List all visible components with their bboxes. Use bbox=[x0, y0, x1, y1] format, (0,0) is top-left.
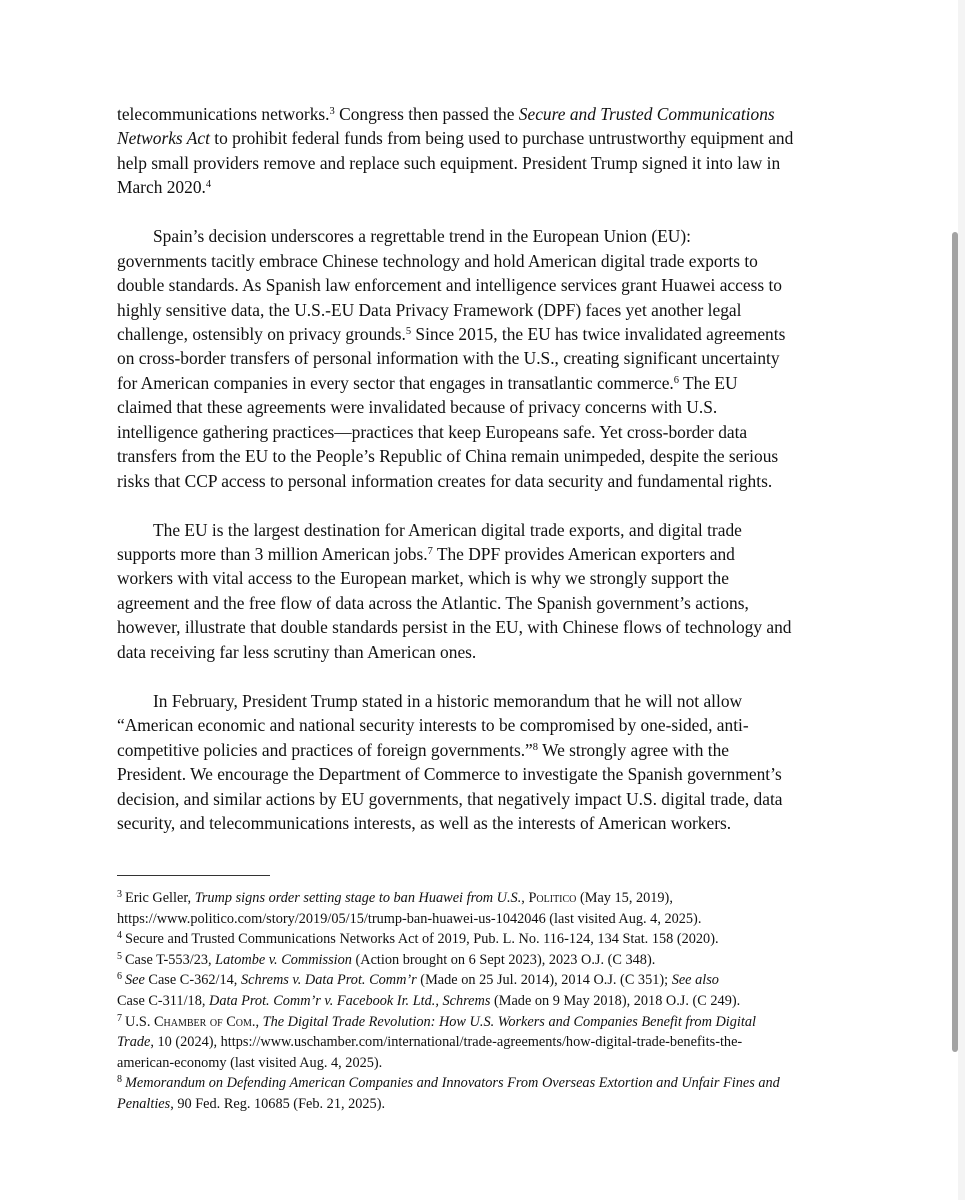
text-run: President. We encourage the Department of Commerce to investigate the Spanish government’s bbox=[117, 764, 782, 785]
text-run: We strongly agree with the bbox=[538, 739, 730, 760]
italic-text: Memorandum on Defending American Companies and Innovators From Overseas Extortion and Unfair Fines and bbox=[125, 1075, 780, 1092]
text-run: risks that CCP access to personal information creates for data security and fundamental rights. bbox=[117, 470, 773, 491]
text-run: workers with vital access to the European market, which is why we strongly support the bbox=[117, 568, 729, 589]
italic-text: Penalties bbox=[117, 1095, 171, 1112]
text-run: (May 15, 2019), bbox=[576, 890, 673, 906]
text-run: data receiving far less scrutiny than American ones. bbox=[117, 641, 477, 662]
footnote-separator bbox=[117, 875, 270, 876]
text-run: however, illustrate that double standards persist in the EU, with Chinese flows of technology and bbox=[117, 617, 792, 638]
italic-text: Trade bbox=[117, 1034, 151, 1051]
italic-text: See bbox=[125, 972, 145, 989]
paragraph bbox=[117, 224, 857, 493]
text-run: help small providers remove and replace such equipment. President Trump signed it into law in bbox=[117, 152, 781, 173]
text-run: claimed that these agreements were invalidated because of privacy concerns with U.S. bbox=[117, 397, 718, 418]
italic-text: Trump signs order setting stage to ban Huawei from U.S. bbox=[194, 890, 522, 906]
text-run: The DPF provides American exporters and bbox=[432, 544, 735, 565]
text-run: In February, President Trump stated in a historic memorandum that he will not allow bbox=[153, 690, 743, 711]
text-run: decision, and similar actions by EU governments, that negatively impact U.S. digital trade, data bbox=[117, 788, 783, 809]
italic-text: See also bbox=[671, 972, 719, 989]
text-run: telecommunications networks. bbox=[117, 104, 330, 124]
text-run: The EU bbox=[679, 372, 738, 393]
italic-text: The Digital Trade Revolution: How U.S. Workers and Companies Benefit from Digital bbox=[262, 1013, 756, 1030]
text-run: agreement and the free flow of data across the Atlantic. The Spanish government’s actions, bbox=[117, 592, 749, 613]
footnote-number: 8 bbox=[117, 1074, 122, 1086]
text-run: Case C-362/14, bbox=[144, 972, 241, 989]
text-run: to prohibit federal funds from being used to purchase untrustworthy equipment and bbox=[209, 128, 794, 149]
footnotes bbox=[117, 888, 877, 1115]
footnote-number: 3 bbox=[117, 889, 122, 900]
text-run: Case C-311/18, bbox=[117, 992, 209, 1009]
footnote-number: 5 bbox=[117, 950, 122, 962]
text-run: “American economic and national security interests to be compromised by one-sided, anti- bbox=[117, 715, 749, 736]
text-run: intelligence gathering practices—practices that keep Europeans safe. Yet cross-border data bbox=[117, 421, 748, 442]
text-run: The EU is the largest destination for American digital trade exports, and digital trade bbox=[153, 519, 742, 540]
text-run: (Action brought on 6 Sept 2023), 2023 O.J. (C 348). bbox=[351, 951, 656, 968]
text-run: Since 2015, the EU has twice invalidated agreements bbox=[411, 324, 786, 345]
text-run: for American companies in every sector that engages in transatlantic commerce. bbox=[117, 372, 674, 393]
text-run: on cross-border transfers of personal information with the U.S., creating significant uncertainty bbox=[117, 348, 780, 369]
text-run: Spain’s decision underscores a regrettable trend in the European Union (EU): bbox=[153, 226, 691, 247]
scrollbar-track[interactable] bbox=[958, 0, 965, 1200]
text-run: , bbox=[255, 1013, 263, 1030]
text-run: Case T-553/23, bbox=[125, 951, 216, 968]
footnote bbox=[117, 1073, 877, 1114]
footnote-reference: 3 bbox=[329, 106, 335, 117]
footnote-reference: 6 bbox=[673, 374, 680, 386]
text-run: supports more than 3 million American jobs. bbox=[117, 544, 428, 565]
footnote bbox=[117, 950, 877, 971]
text-run: highly sensitive data, the U.S.-EU Data Privacy Framework (DPF) faces yet another legal bbox=[117, 299, 742, 320]
footnote-reference: 7 bbox=[427, 546, 433, 558]
text-run: (Made on 9 May 2018), 2018 O.J. (C 249). bbox=[490, 992, 741, 1009]
italic-text: Schrems v. Data Prot. Comm’r bbox=[240, 972, 417, 989]
text-run: Congress then passed the bbox=[334, 104, 519, 124]
text-run: challenge, ostensibly on privacy grounds. bbox=[117, 324, 406, 345]
footnote-reference: 5 bbox=[405, 326, 412, 338]
text-run: double standards. As Spanish law enforcement and intelligence services grant Huawei access to bbox=[117, 275, 782, 296]
text-run: https://www.politico.com/story/2019/05/15/trump-ban-huawei-us-1042046 (last visited Aug. 4, 2025). bbox=[117, 910, 702, 927]
italic-text: Secure and Trusted Communications bbox=[518, 104, 775, 124]
footnote-number: 4 bbox=[117, 930, 122, 942]
document-body bbox=[117, 102, 857, 860]
text-run: , bbox=[521, 890, 529, 906]
footnote bbox=[117, 970, 877, 1011]
text-run: security, and telecommunications interests, as well as the interests of American workers. bbox=[117, 812, 732, 833]
text-run: american-economy (last visited Aug. 4, 2025). bbox=[117, 1054, 383, 1071]
paragraph bbox=[117, 689, 857, 836]
text-run: Secure and Trusted Communications Networks Act of 2019, Pub. L. No. 116-124, 134 Stat. 158 (2020). bbox=[125, 931, 719, 948]
footnote bbox=[117, 1012, 877, 1074]
text-run: March 2020. bbox=[117, 177, 206, 198]
footnote bbox=[117, 929, 877, 950]
text-run: transfers from the EU to the People’s Republic of China remain unimpeded, despite the serious bbox=[117, 446, 779, 467]
footnote-number: 6 bbox=[117, 971, 122, 983]
small-caps-text: Politico bbox=[528, 890, 577, 906]
text-run: (Made on 25 Jul. 2014), 2014 O.J. (C 351); bbox=[416, 972, 672, 989]
footnote-reference: 8 bbox=[532, 741, 539, 753]
text-run: , 90 Fed. Reg. 10685 (Feb. 21, 2025). bbox=[170, 1095, 386, 1112]
footnote-number: 7 bbox=[117, 1012, 122, 1024]
italic-text: Networks Act bbox=[117, 128, 210, 149]
text-run: , 10 (2024), https://www.uschamber.com/international/trade-agreements/how-digital-trade-benefits-the- bbox=[150, 1034, 743, 1051]
footnote-reference: 4 bbox=[205, 179, 212, 191]
small-caps-text: Chamber of Com. bbox=[154, 1013, 256, 1030]
paragraph bbox=[117, 102, 857, 200]
scrollbar-thumb[interactable] bbox=[952, 232, 958, 1052]
italic-text: Latombe v. Commission bbox=[215, 951, 352, 968]
paragraph bbox=[117, 518, 857, 665]
text-run: competitive policies and practices of foreign governments.” bbox=[117, 739, 533, 760]
italic-text: Data Prot. Comm’r v. Facebook Ir. Ltd., Schrems bbox=[209, 992, 491, 1009]
text-run: governments tacitly embrace Chinese technology and hold American digital trade exports to bbox=[117, 250, 758, 271]
footnote bbox=[117, 888, 877, 929]
text-run: Eric Geller, bbox=[125, 890, 195, 906]
text-run: U.S. bbox=[125, 1013, 154, 1030]
